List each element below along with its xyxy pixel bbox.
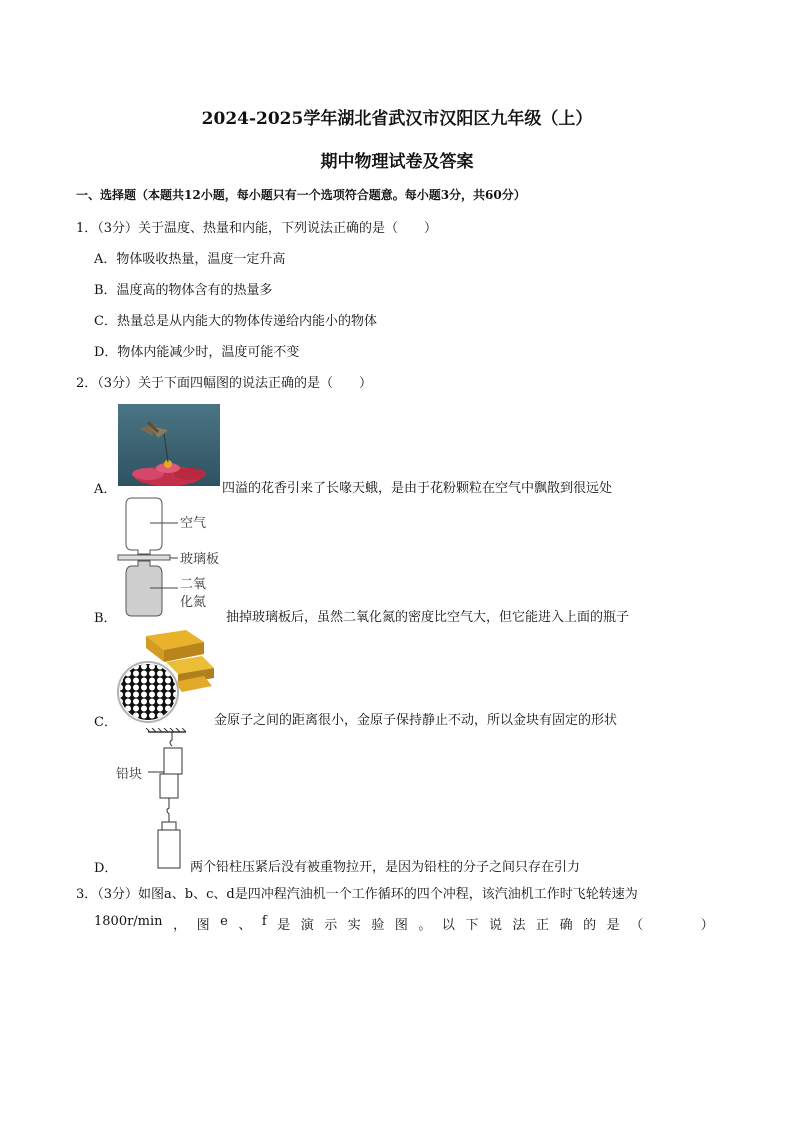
q3-word: 是 bbox=[606, 918, 620, 933]
q3-word: 1800r/min bbox=[94, 914, 163, 929]
q2-option-c-text: 金原子之间的距离很小，金原子保持静止不动，所以金块有固定的形状 bbox=[214, 713, 618, 728]
q3-stem-line2 bbox=[94, 914, 714, 933]
q3-word: 图 bbox=[196, 918, 210, 933]
q3-word: ， bbox=[173, 918, 187, 933]
q2-option-c-label: C． bbox=[94, 715, 117, 730]
q1-option-c: C．热量总是从内能大的物体传递给内能小的物体 bbox=[94, 314, 377, 329]
gas-diffusion-figure bbox=[114, 496, 234, 620]
moth-flower-photo bbox=[118, 404, 220, 486]
q3-word: 正 bbox=[536, 918, 550, 933]
q1-option-d: D．物体内能减少时，温度可能不变 bbox=[94, 345, 300, 360]
label-glass-plate: 玻璃板 bbox=[180, 552, 220, 567]
q2-option-d-label: D． bbox=[94, 861, 118, 876]
q2-option-d-text: 两个铅柱压紧后没有被重物拉开，是因为铅柱的分子之间只存在引力 bbox=[190, 860, 581, 875]
label-no2-line2: 化氮 bbox=[180, 595, 207, 610]
q1-option-b: B．温度高的物体含有的热量多 bbox=[94, 283, 273, 298]
q2-option-b-label: B． bbox=[94, 611, 117, 626]
section-heading: 一、选择题（本题共12小题，每小题只有一个选项符合题意。每小题3分，共60分） bbox=[76, 188, 526, 202]
q2-option-b-text: 抽掉玻璃板后，虽然二氧化氮的密度比空气大，但它能进入上面的瓶子 bbox=[226, 610, 630, 625]
q3-word: 。 bbox=[418, 918, 432, 933]
q3-word: 演 bbox=[300, 918, 314, 933]
q3-word: 是 bbox=[277, 918, 291, 933]
q3-word: 法 bbox=[512, 918, 526, 933]
q3-word: 验 bbox=[371, 918, 385, 933]
page-title-line1: 2024-2025学年湖北省武汉市汉阳区九年级（上） bbox=[201, 109, 593, 129]
label-air: 空气 bbox=[180, 516, 207, 531]
label-no2-line1: 二氧 bbox=[180, 577, 207, 592]
q3-word: 以 bbox=[441, 918, 455, 933]
q3-word: 图 bbox=[394, 918, 408, 933]
q1-option-a: A．物体吸收热量，温度一定升高 bbox=[94, 252, 286, 267]
gold-atoms-figure bbox=[116, 628, 214, 724]
page-title-line2: 期中物理试卷及答案 bbox=[320, 152, 474, 172]
q3-stem: 3．（3分）如图a、b、c、d是四冲程汽油机一个工作循环的四个冲程，该汽油机工作时飞轮转速为 bbox=[76, 887, 638, 902]
q3-word: 确 bbox=[559, 918, 573, 933]
q3-word: 、 bbox=[238, 918, 252, 933]
q2-option-a-label: A． bbox=[94, 482, 117, 497]
q3-word: 说 bbox=[488, 918, 502, 933]
q3-word: 示 bbox=[324, 918, 338, 933]
q3-word: e bbox=[220, 914, 228, 929]
q2-option-a-text: 四溢的花香引来了长喙天蛾，是由于花粉颗粒在空气中飘散到很远处 bbox=[222, 481, 613, 496]
q3-word: 实 bbox=[347, 918, 361, 933]
q3-word: （ bbox=[630, 918, 644, 933]
q3-word bbox=[677, 914, 690, 933]
q3-word: f bbox=[261, 914, 267, 929]
lead-cylinders-figure bbox=[114, 728, 194, 870]
q3-word: 的 bbox=[583, 918, 597, 933]
q3-word: 下 bbox=[465, 918, 479, 933]
q2-stem: 2．（3分）关于下面四幅图的说法正确的是（ ） bbox=[76, 376, 373, 391]
label-lead-block: 铅块 bbox=[116, 767, 143, 782]
q3-word: ） bbox=[700, 918, 714, 933]
q3-word bbox=[654, 914, 667, 933]
q1-stem: 1．（3分）关于温度、热量和内能，下列说法正确的是（ ） bbox=[76, 221, 438, 236]
